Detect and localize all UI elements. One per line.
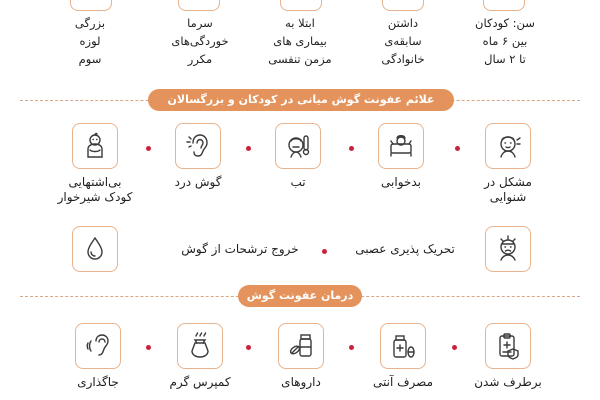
treatment-resolve [458,323,558,390]
ear-pain-icon [175,123,221,169]
risk-factor-family-history: داشتن سابقه‌ی خانوادگی [381,16,425,66]
symptom-infant-appetite [45,123,145,205]
symptom-ear-discharge [45,226,145,272]
separator-dot [349,146,354,151]
separator-dot [246,345,251,350]
separator-dot [146,345,151,350]
treatment-warm-compress [150,323,250,390]
baby-icon [72,123,118,169]
symptom-label: تب [290,175,306,189]
symptom-ear-pain [148,123,248,190]
treatment-label: داروهای [281,375,321,389]
symptom-irritability-label: تحریک پذیری عصبی [355,242,455,256]
separator-dot [322,249,327,254]
risk-icon-box [382,0,424,11]
symptom-discharge-label: خروج ترشحات از گوش [181,242,299,256]
risk-factor-adenoids: بزرگی لوزه سوم [74,16,106,66]
risk-icon-box [70,0,112,11]
ear-tube-icon [75,323,121,369]
antibiotic-icon [380,323,426,369]
risk-icon-box [280,0,322,11]
symptom-label: بی‌اشتهایی کودک شیرخوار [57,175,133,204]
risk-factor-frequent-colds: سرما خوردگی‌های مکرر [171,16,229,66]
irritability-icon [485,226,531,272]
treatment-medicines [251,323,351,390]
risk-icon-box [483,0,525,11]
separator-dot [349,345,354,350]
symptom-bad-sleep [351,123,451,190]
treatment-label: برطرف شدن [474,375,542,389]
risk-icon-box [178,0,220,11]
separator-dot [146,146,151,151]
risk-factor-chronic-respiratory: ابتلا به بیماری های مزمن تنفسی [268,16,332,66]
symptom-label: مشکل در شنوایی [484,175,532,204]
separator-dot [455,146,460,151]
fever-icon [275,123,321,169]
hearing-problem-icon [485,123,531,169]
symptom-label: بدخوابی [381,175,421,189]
separator-dot [452,345,457,350]
symptom-label: گوش درد [174,175,222,189]
clipboard-icon [485,323,531,369]
symptom-hearing-problem [458,123,558,205]
medicine-icon [278,323,324,369]
treatment-antibiotic [353,323,453,390]
risk-factor-age: سن: کودکان بین ۶ ماه تا ۲ سال [475,16,535,66]
separator-dot [246,146,251,151]
treatment-label: مصرف آنتی [372,375,433,389]
symptom-irritability [458,226,558,272]
bad-sleep-icon [378,123,424,169]
ear-discharge-icon [72,226,118,272]
treatment-label: کمپرس گرم [169,375,231,389]
warm-compress-icon [177,323,223,369]
treatment-title: درمان عفونت گوش [238,285,362,307]
symptom-fever [248,123,348,190]
treatment-ear-tube [48,323,148,390]
symptoms-title: علائم عفونت گوش میانی در کودکان و بزرگسالان [148,89,454,111]
treatment-label: جاگذاری [77,375,119,389]
